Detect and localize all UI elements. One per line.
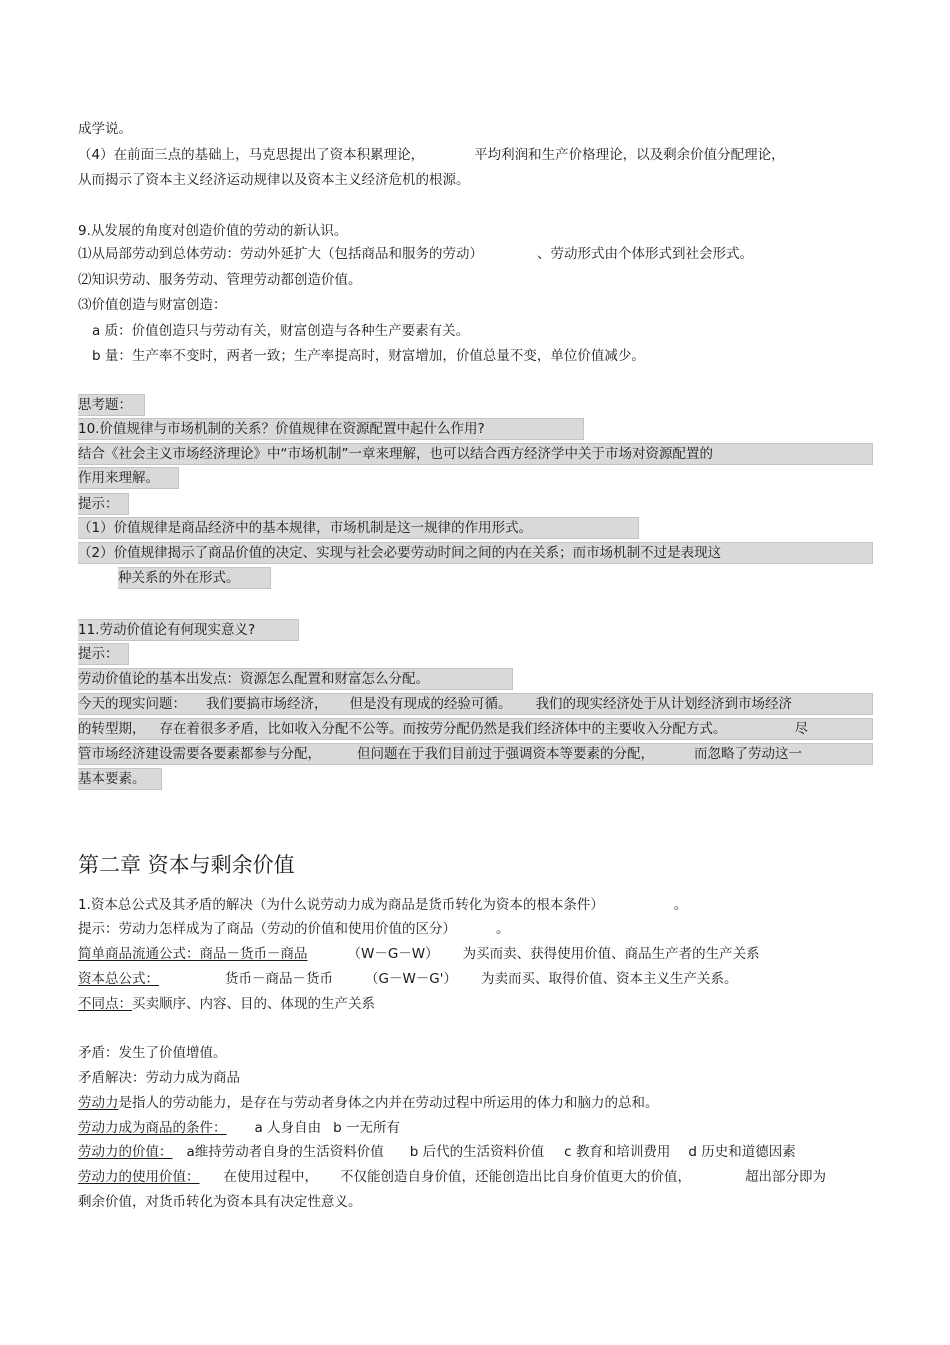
- paragraph-text: 剩余价值，对货币转化为资本具有决定性意义。: [78, 1194, 362, 1210]
- paragraph-text: 在使用过程中，: [223, 1169, 318, 1185]
- highlight-line: [78, 443, 873, 465]
- highlight-line: [78, 517, 639, 539]
- paragraph-text: 矛盾解决：劳动力成为商品: [78, 1070, 240, 1086]
- underlined-label: 劳动力的使用价值：: [78, 1169, 200, 1185]
- text-line: [78, 120, 132, 138]
- question-text: 10.价值规律与市场机制的关系？价值规律在资源配置中起什么作用?: [78, 421, 485, 437]
- paragraph-text: 今天的现实问题：: [78, 696, 186, 712]
- paragraph-text: 矛盾：发生了价值增值。: [78, 1045, 227, 1061]
- label-text: 提示：: [78, 646, 119, 662]
- paragraph-text: 提示：劳动力怎样成为了商品（劳动的价值和使用价值的区分）: [78, 921, 456, 937]
- paragraph-text: 超出部分即为: [745, 1169, 826, 1185]
- highlight-label: [78, 643, 129, 665]
- paragraph-text: c 教育和培训费用: [564, 1144, 671, 1160]
- text-line: [78, 995, 375, 1013]
- highlight-line: [78, 418, 584, 440]
- paragraph-text: 平均利润和生产价格理论，以及剩余价值分配理论，: [474, 147, 785, 163]
- paragraph-text: a 人身自由: [254, 1120, 322, 1136]
- paragraph-text: ⑵知识劳动、服务劳动、管理劳动都创造价值。: [78, 272, 362, 288]
- formula-line: [78, 945, 760, 963]
- chapter-title-text: 第二章 资本与剩余价值: [78, 853, 295, 877]
- paragraph-text: ⑶价值创造与财富创造：: [78, 297, 227, 313]
- text-line: [78, 171, 470, 189]
- underlined-label: 劳动力的价值：: [78, 1144, 173, 1160]
- formula-text: （W－G－W）: [347, 946, 439, 962]
- underlined-label: 劳动力成为商品的条件：: [78, 1120, 227, 1136]
- paragraph-text: 从而揭示了资本主义经济运动规律以及资本主义经济危机的根源。: [78, 172, 470, 188]
- question-text: 11.劳动价值论有何现实意义?: [78, 622, 256, 638]
- chapter-title: [78, 852, 295, 878]
- paragraph-text: 种关系的外在形式。: [118, 570, 240, 586]
- paragraph-text: d 历史和道德因素: [688, 1144, 796, 1160]
- text-line: [78, 1044, 227, 1062]
- paragraph-text: 结合《社会主义市场经济理论》中“市场机制”一章来理解，也可以结合西方经济学中关于市场对资源配置的: [78, 446, 713, 462]
- text-line: [78, 1094, 659, 1112]
- text-line: [78, 146, 785, 164]
- paragraph-text: a维持劳动者自身的生活资料价值: [186, 1144, 384, 1160]
- paragraph-text: （1）价值规律是商品经济中的基本规律，市场机制是这一规律的作用形式。: [78, 520, 533, 536]
- paragraph-text: 是指人的劳动能力，是存在与劳动者身体之内并在劳动过程中所运用的体力和脑力的总和。: [118, 1095, 659, 1111]
- paragraph-text: b 后代的生活资料价值: [409, 1144, 545, 1160]
- text-line: [78, 1193, 362, 1211]
- paragraph-text: 劳动价值论的基本出发点：资源怎么配置和财富怎么分配。: [78, 671, 429, 687]
- paragraph-text: 为卖而买、取得价值、资本主义生产关系。: [480, 971, 738, 987]
- question-text: 9.从发展的角度对创造价值的劳动的新认识。: [78, 223, 348, 239]
- paragraph-text: 但问题在于我们目前过于强调资本等要素的分配，: [357, 746, 654, 762]
- paragraph-text: 、劳动形式由个体形式到社会形式。: [537, 246, 753, 262]
- paragraph-text: 我们的现实经济处于从计划经济到市场经济: [535, 696, 792, 712]
- paragraph-text: ⑴从局部劳动到总体劳动：劳动外延扩大（包括商品和服务的劳动）: [78, 246, 483, 262]
- paragraph-text: a 质：价值创造只与劳动有关，财富创造与各种生产要素有关。: [92, 323, 470, 339]
- formula-text: （G－W－G'）: [365, 971, 457, 987]
- paragraph-text: 我们要搞市场经济，: [206, 696, 328, 712]
- highlight-line: [118, 567, 271, 589]
- text-line: [78, 296, 227, 314]
- text-line: [78, 1168, 826, 1186]
- text-line: [78, 245, 753, 263]
- question-text: 1.资本总公式及其矛盾的解决（为什么说劳动力成为商品是货币转化为资本的根本条件）: [78, 897, 604, 913]
- paragraph-text: 买卖顺序、内容、目的、体现的生产关系: [132, 996, 375, 1012]
- paragraph-text: 存在着很多矛盾，比如收入分配不公等。而按劳分配仍然是我们经济体中的主要收入分配方式。: [159, 721, 727, 737]
- highlight-line: [78, 619, 299, 641]
- paragraph-text: 成学说。: [78, 121, 132, 137]
- question-title: [78, 222, 347, 240]
- highlight-label: [78, 394, 145, 416]
- highlight-line: [78, 693, 873, 715]
- text-line: [78, 1119, 400, 1137]
- highlight-line: [78, 743, 873, 765]
- text-line: [78, 1069, 240, 1087]
- text-line: [78, 271, 362, 289]
- paragraph-text: （4）在前面三点的基础上，马克思提出了资本积累理论，: [78, 147, 425, 163]
- paragraph-text: b 一无所有: [333, 1120, 400, 1136]
- text-line: [92, 347, 645, 365]
- paragraph-text: b 量：生产率不变时，两者一致；生产率提高时，财富增加，价值总量不变，单位价值减少。: [92, 348, 645, 364]
- highlight-line: [78, 768, 162, 790]
- underlined-label: 简单商品流通公式：商品－货币－商品: [78, 946, 308, 962]
- highlight-label: [78, 493, 129, 515]
- paragraph-text: 。: [673, 897, 688, 913]
- paragraph-text: 但是没有现成的经验可循。: [349, 696, 512, 712]
- text-line: [78, 1143, 796, 1161]
- highlight-line: [78, 718, 873, 740]
- paragraph-text: 管市场经济建设需要各要素都参与分配，: [78, 746, 321, 762]
- underlined-label: 劳动力: [78, 1095, 119, 1111]
- label-text: 思考题：: [78, 397, 132, 413]
- paragraph-text: 基本要素。: [78, 771, 146, 787]
- paragraph-text: （2）价值规律揭示了商品价值的决定、实现与社会必要劳动时间之间的内在关系；而市场机制不过是表现这: [78, 545, 722, 561]
- text-line: [92, 322, 469, 340]
- label-text: 提示：: [78, 496, 119, 512]
- paragraph-text: 而忽略了劳动这一: [694, 746, 802, 762]
- highlight-line: [78, 668, 513, 690]
- paragraph-text: 不仅能创造自身价值，还能创造出比自身价值更大的价值，: [340, 1169, 691, 1185]
- paragraph-text: 尽: [794, 721, 808, 737]
- paragraph-text: 。: [496, 921, 510, 937]
- highlight-line: [78, 467, 179, 489]
- formula-line: [78, 970, 737, 988]
- highlight-line: [78, 542, 873, 564]
- text-line: [78, 896, 687, 914]
- formula-text: 货币－商品－货币: [225, 971, 333, 987]
- underlined-label: 资本总公式：: [78, 971, 159, 987]
- paragraph-text: 作用来理解。: [78, 470, 159, 486]
- paragraph-text: 的转型期，: [78, 721, 146, 737]
- underlined-label: 不同点：: [78, 996, 132, 1012]
- paragraph-text: 为买而卖、获得使用价值、商品生产者的生产关系: [462, 946, 760, 962]
- text-line: [78, 920, 510, 938]
